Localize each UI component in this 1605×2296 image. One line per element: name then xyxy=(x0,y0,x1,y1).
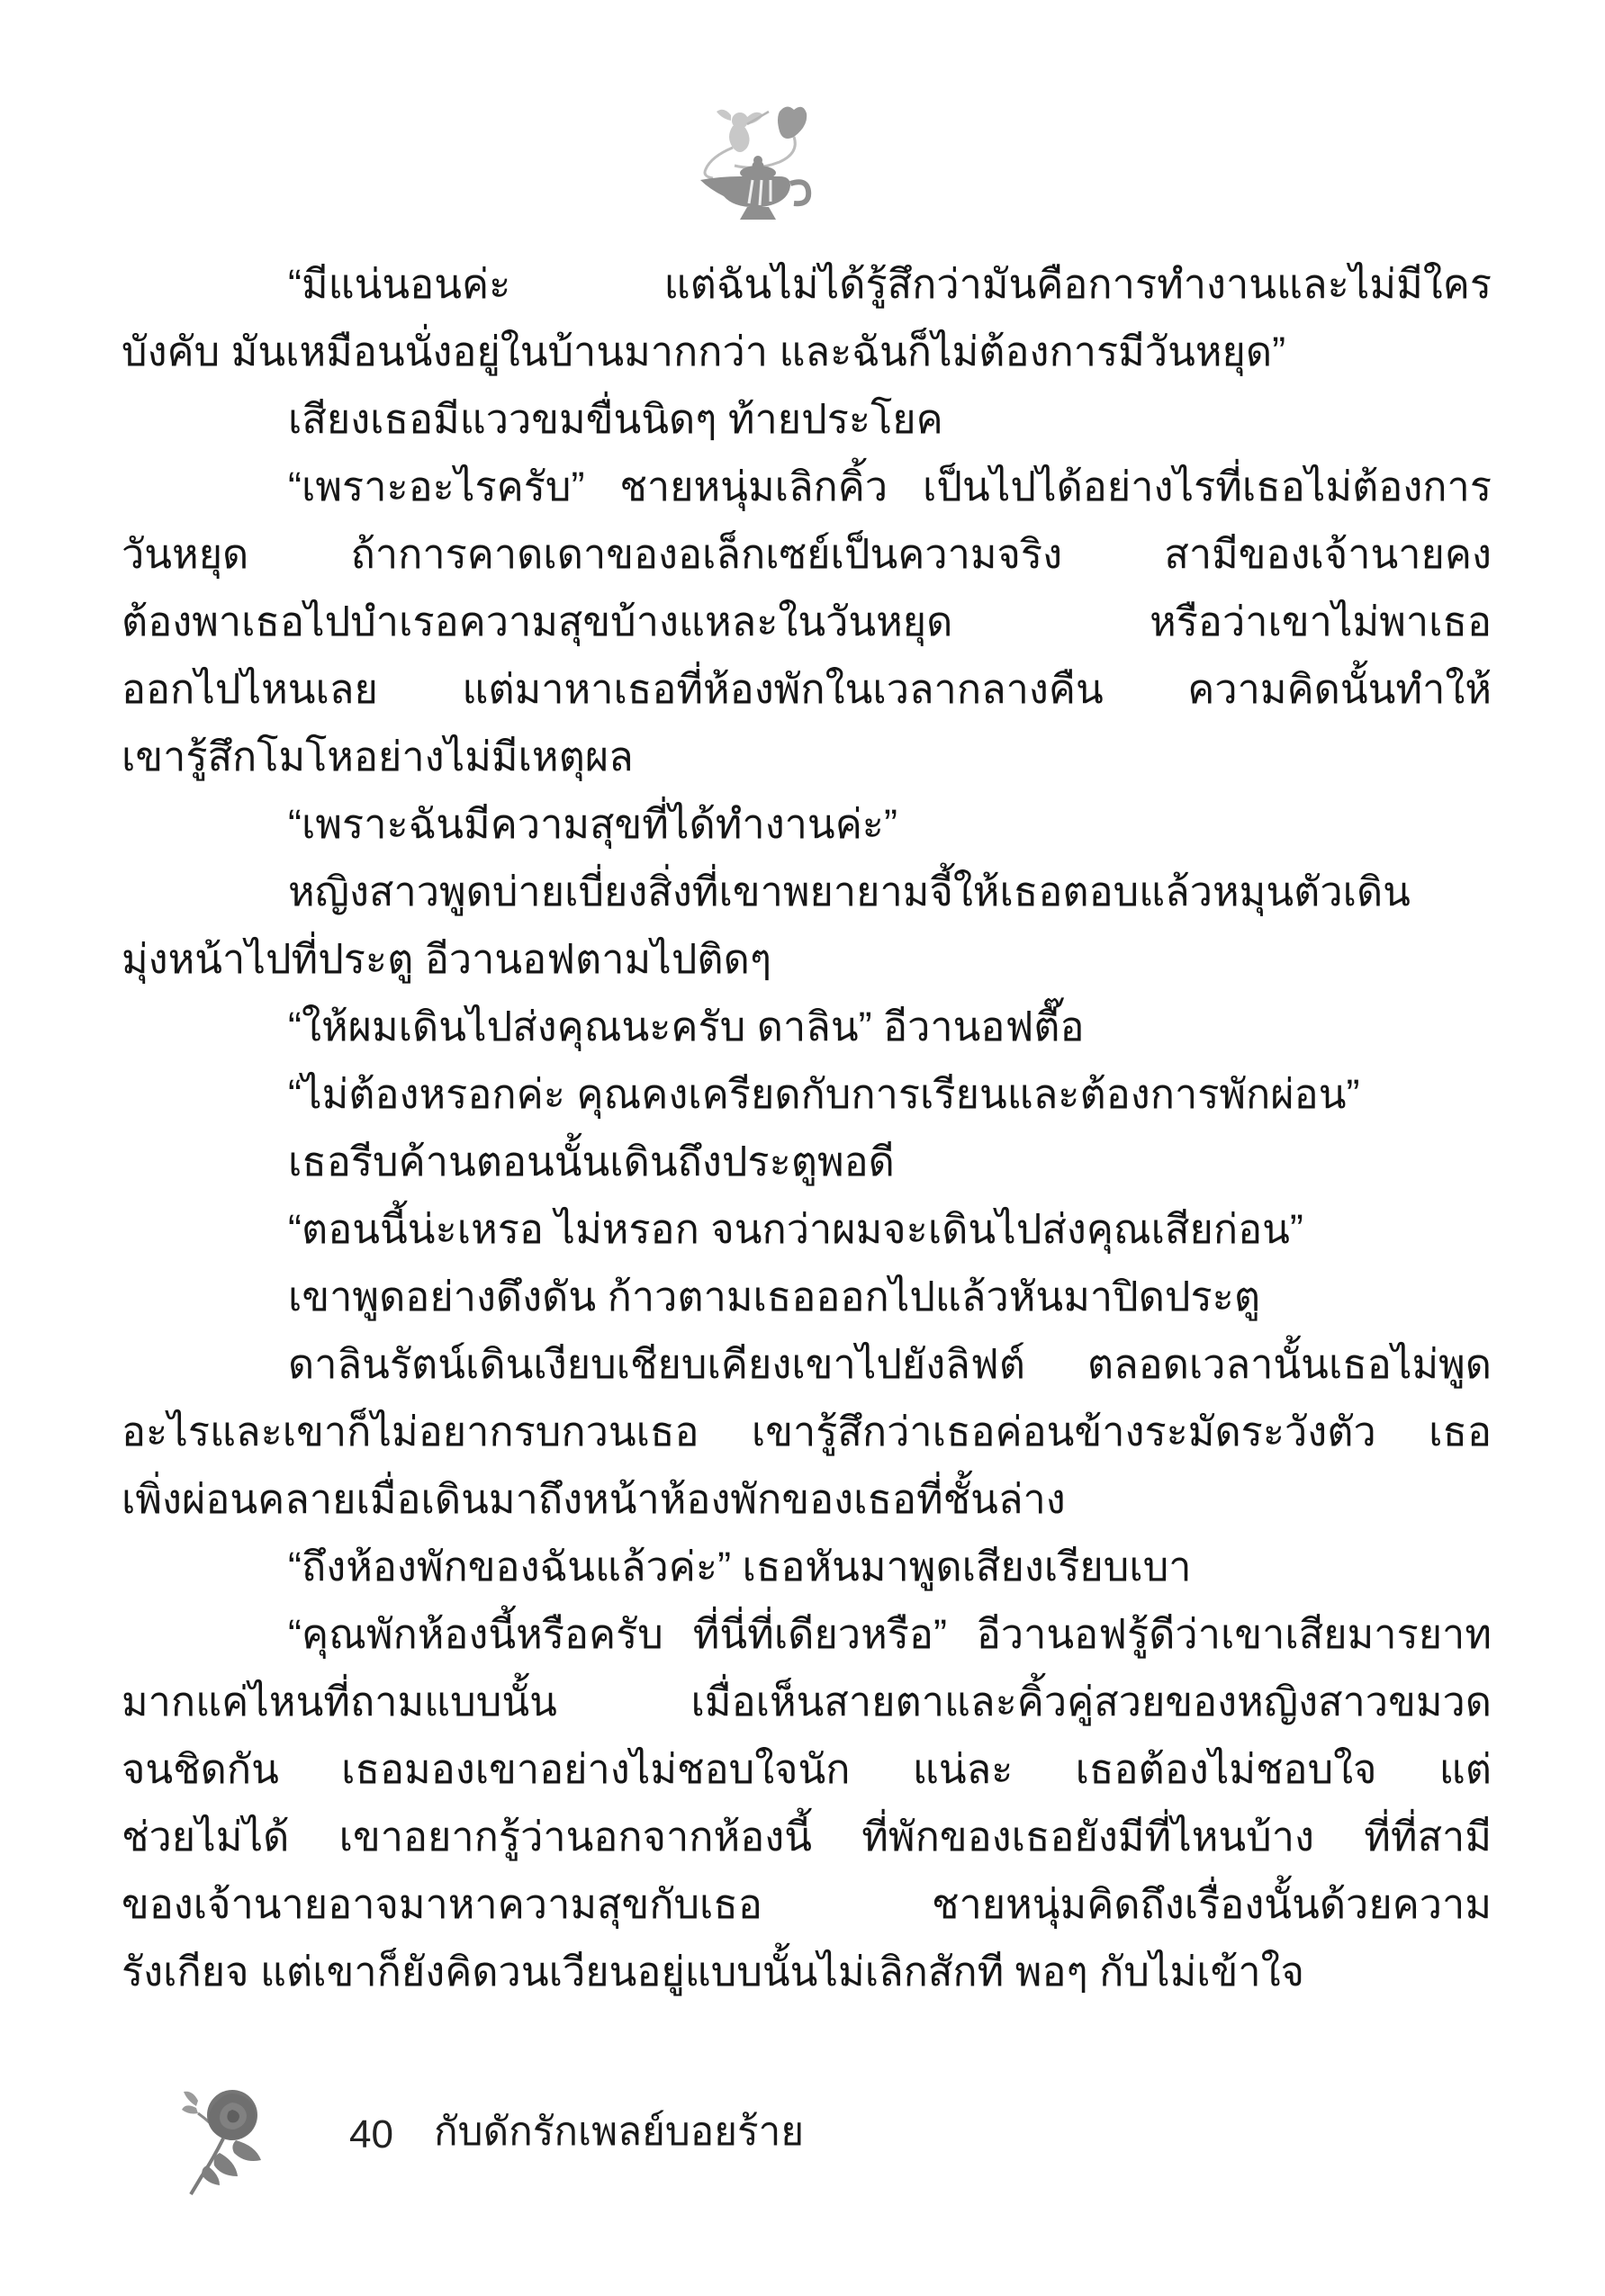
text-line: “ไม่ต้องหรอกค่ะ คุณคงเครียดกับการเรียนและต้องการพักผ่อน” xyxy=(288,1071,1360,1117)
genie-lamp-icon xyxy=(693,101,837,236)
page-footer xyxy=(0,2079,1605,2214)
rose-icon xyxy=(180,2083,275,2204)
text-line: ช่วยไม่ได้ เขาอยากรู้ว่านอกจากห้องนี้ ที่พักของเธอยังมีที่ไหนบ้าง ที่ที่สามี xyxy=(122,1814,1492,1859)
text-line: ต้องพาเธอไปบำเรอความสุขบ้างแหละในวันหยุด หรือว่าเขาไม่พาเธอ xyxy=(122,599,1492,644)
text-line: ออกไปไหนเลย แต่มาหาเธอที่ห้องพักในเวลากลางคืน ความคิดนั้นทำให้ xyxy=(122,666,1492,712)
text-line: “ถึงห้องพักของฉันแล้วค่ะ” เธอหันมาพูดเสียงเรียบเบา xyxy=(288,1544,1192,1589)
body-text xyxy=(122,250,1492,2005)
text-line: เธอรีบค้านตอนนั้นเดินถึงประตูพอดี xyxy=(288,1139,895,1184)
text-line: “ให้ผมเดินไปส่งคุณนะครับ ดาลิน” อีวานอฟตื๊อ xyxy=(288,1004,1085,1049)
text-line: “เพราะฉันมีความสุขที่ได้ทำงานค่ะ” xyxy=(288,801,897,847)
text-lines xyxy=(122,250,1492,2005)
text-line: วันหยุด ถ้าการคาดเดาของอเล็กเซย์เป็นความจริง สามีของเจ้านายคง xyxy=(122,531,1492,577)
text-line: รังเกียจ แต่เขาก็ยังคิดวนเวียนอยู่แบบนั้นไม่เลิกสักที พอๆ กับไม่เข้าใจ xyxy=(122,1949,1305,1994)
text-line: อะไรและเขาก็ไม่อยากรบกวนเธอ เขารู้สึกว่าเธอค่อนข้างระมัดระวังตัว เธอ xyxy=(122,1409,1492,1454)
text-line: เขาพูดอย่างดึงดัน ก้าวตามเธอออกไปแล้วหันมาปิดประตู xyxy=(288,1274,1261,1319)
text-line: เสียงเธอมีแววขมขื่นนิดๆ ท้ายประโยค xyxy=(288,396,943,442)
text-line: “มีแน่นอนค่ะ แต่ฉันไม่ได้รู้สึกว่ามันคือการทำงานและไม่มีใคร xyxy=(288,261,1492,307)
text-line: มากแค่ไหนที่ถามแบบนั้น เมื่อเห็นสายตาและคิ้วคู่สวยของหญิงสาวขมวด xyxy=(122,1679,1492,1724)
text-line: “เพราะอะไรครับ” ชายหนุ่มเลิกคิ้ว เป็นไปได้อย่างไรที่เธอไม่ต้องการ xyxy=(288,464,1492,509)
book-title: กับดักรักเพลย์บอยร้าย xyxy=(434,2110,805,2154)
text-line: จนชิดกัน เธอมองเขาอย่างไม่ชอบใจนัก แน่ละ เธอต้องไม่ชอบใจ แต่ xyxy=(122,1746,1492,1792)
text-line: ของเจ้านายอาจมาหาความสุขกับเธอ ชายหนุ่มคิดถึงเรื่องนั้นด้วยความ xyxy=(122,1881,1492,1927)
text-line: “ตอนนี้น่ะเหรอ ไม่หรอก จนกว่าผมจะเดินไปส่งคุณเสียก่อน” xyxy=(288,1206,1303,1252)
text-line: หญิงสาวพูดบ่ายเบี่ยงสิ่งที่เขาพยายามจี้ให้เธอตอบแล้วหมุนตัวเดิน xyxy=(288,869,1411,914)
page-number: 40 xyxy=(349,2112,393,2156)
text-line: บังคับ มันเหมือนนั่งอยู่ในบ้านมากกว่า และฉันก็ไม่ต้องการมีวันหยุด” xyxy=(122,329,1286,374)
text-line: มุ่งหน้าไปที่ประตู อีวานอฟตามไปติดๆ xyxy=(122,936,771,982)
text-line: เขารู้สึกโมโหอย่างไม่มีเหตุผล xyxy=(122,734,634,779)
text-line: เพิ่งผ่อนคลายเมื่อเดินมาถึงหน้าห้องพักของเธอที่ชั้นล่าง xyxy=(122,1476,1066,1522)
text-line: “คุณพักห้องนี้หรือครับ ที่นี่ที่เดียวหรือ” อีวานอฟรู้ดีว่าเขาเสียมารยาท xyxy=(288,1611,1492,1657)
text-line: ดาลินรัตน์เดินเงียบเชียบเคียงเขาไปยังลิฟต์ ตลอดเวลานั้นเธอไม่พูด xyxy=(288,1341,1492,1387)
